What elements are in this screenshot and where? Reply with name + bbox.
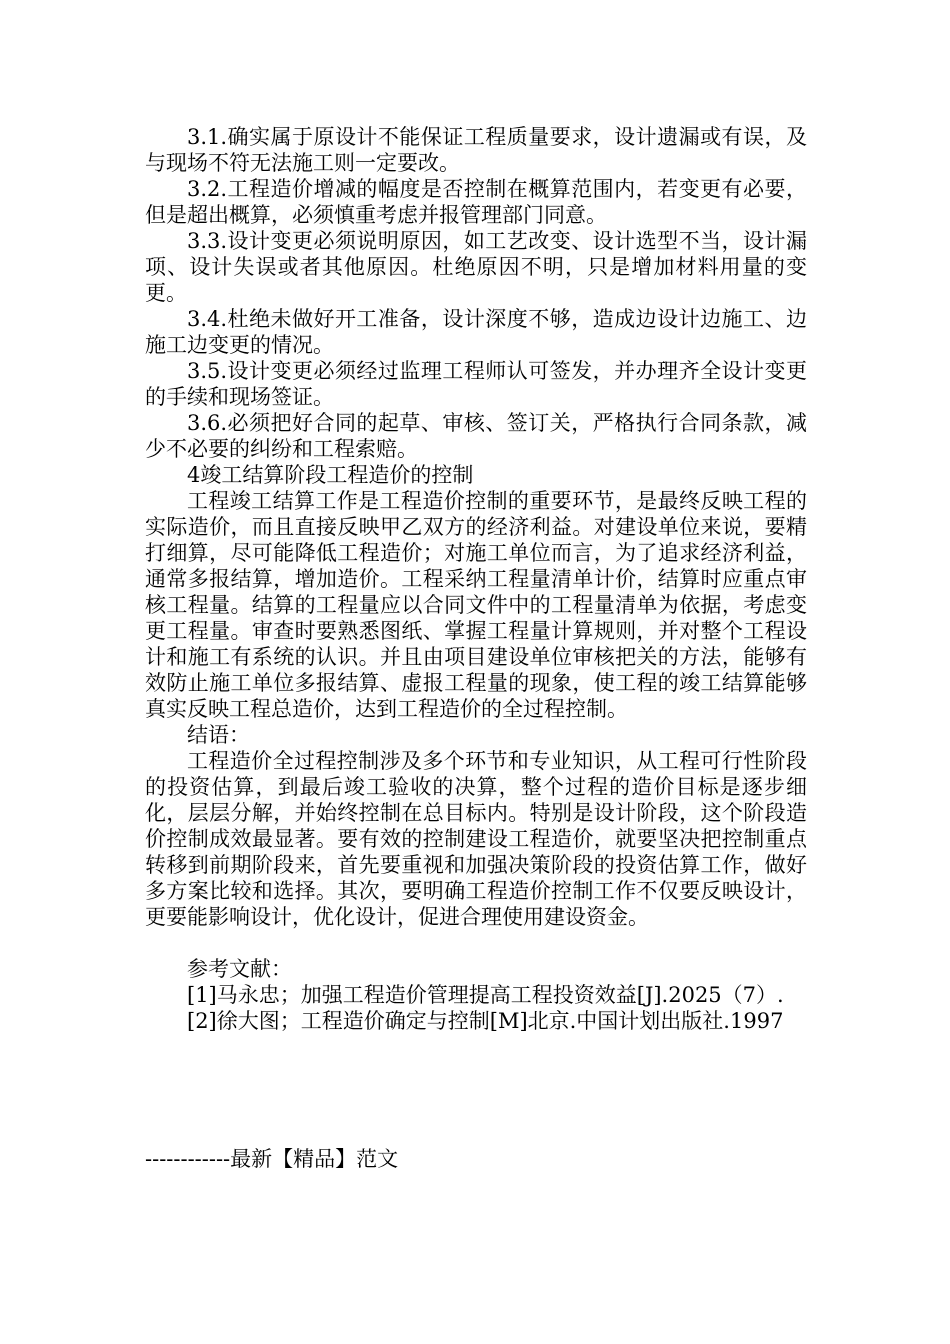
document-body bbox=[145, 124, 807, 1034]
references bbox=[145, 956, 807, 1034]
section-heading-4: 4竣工结算阶段工程造价的控制 bbox=[187, 463, 474, 487]
paragraph-3-2: 3.2.工程造价增减的幅度是否控制在概算范围内，若变更有必要，但是超出概算，必须慎重考虑并报管理部门同意。 bbox=[145, 177, 807, 227]
paragraph-conclusion: 工程造价全过程控制涉及多个环节和专业知识，从工程可行性阶段的投资估算，到最后竣工验收的决算，整个过程的造价目标是逐步细化，层层分解，并始终控制在总目标内。特别是设计阶段，这个阶段造价控制成效最显著。要有效的控制建设工程造价，就要坚决把控制重点转移到前期阶段来，首先要重视和加强决策阶段的投资估算工作，做好多方案比较和选择。其次，要明确工程造价控制工作不仅要反映设计，更要能影响设计，优化设计，促进合理使用建设资金。 bbox=[145, 749, 807, 929]
paragraph-settlement: 工程竣工结算工作是工程造价控制的重要环节，是最终反映工程的实际造价，而且直接反映甲乙双方的经济利益。对建设单位来说，要精打细算，尽可能降低工程造价；对施工单位而言，为了追求经济利益，通常多报结算，增加造价。工程采纳工程量清单计价，结算时应重点审核工程量。结算的工程量应以合同文件中的工程量清单为依据，考虑变更工程量。审查时要熟悉图纸、掌握工程量计算规则，并对整个工程设计和施工有系统的认识。并且由项目建设单位审核把关的方法，能够有效防止施工单位多报结算、虚报工程量的现象，使工程的竣工结算能够真实反映工程总造价，达到工程造价的全过程控制。 bbox=[145, 489, 807, 721]
reference-item-2: [2]徐大图；工程造价确定与控制[M]北京.中国计划出版社.1997 bbox=[187, 1009, 784, 1033]
conclusion-heading: 结语： bbox=[187, 723, 250, 747]
paragraph-3-4: 3.4.杜绝未做好开工准备，设计深度不够，造成边设计边施工、边施工边变更的情况。 bbox=[145, 307, 807, 357]
reference-item-1: [1]马永忠；加强工程造价管理提高工程投资效益[J].2025（7）. bbox=[187, 983, 784, 1007]
paragraph-3-3: 3.3.设计变更必须说明原因，如工艺改变、设计选型不当，设计漏项、设计失误或者其他原因。杜绝原因不明，只是增加材料用量的变更。 bbox=[145, 229, 807, 305]
spacer bbox=[145, 930, 807, 956]
footer-text: ------------最新【精品】范文 bbox=[145, 1147, 399, 1171]
references-heading: 参考文献： bbox=[187, 957, 292, 981]
paragraph-3-1: 3.1.确实属于原设计不能保证工程质量要求，设计遗漏或有误，及与现场不符无法施工则一定要改。 bbox=[145, 125, 807, 175]
paragraph-3-5: 3.5.设计变更必须经过监理工程师认可签发，并办理齐全设计变更的手续和现场签证。 bbox=[145, 359, 807, 409]
paragraph-3-6: 3.6.必须把好合同的起草、审核、签订关，严格执行合同条款，减少不必要的纠纷和工程索赔。 bbox=[145, 411, 807, 461]
